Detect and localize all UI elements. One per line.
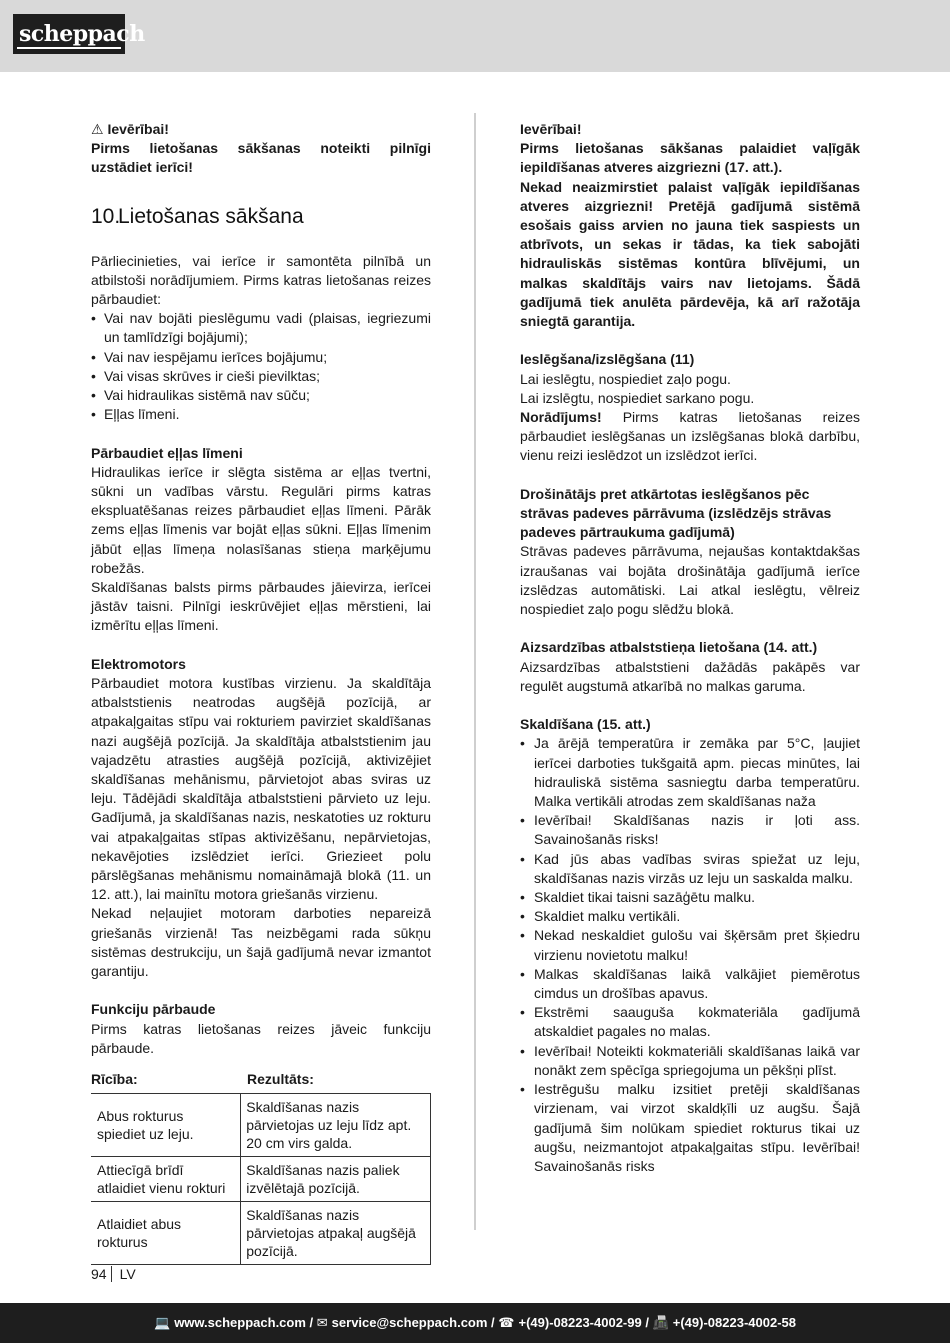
computer-icon: 💻 [154,1315,171,1330]
warning-body: Pirms lietošanas sākšanas noteikti pilnīgi uzstādiet ierīci! [91,140,431,176]
chapter-number: 10. [91,204,121,228]
table-cell-action: Abus rokturus spiediet uz leju. [91,1094,241,1157]
list-item: • Nekad neskaldiet gulošu vai šķērsām pret šķiedru virzienu novietotu malku! [520,926,860,964]
header-band [0,0,950,72]
switch-off-text: Lai izslēgtu, nospiediet sarkano pogu. [520,389,755,406]
list-item: • Vai nav iespējamu ierīces bojājumu; [91,348,431,367]
chapter-title: Lietošanas sākšana [118,204,304,228]
scheppach-logo: scheppach [13,14,125,54]
mail-icon: ✉ [316,1315,328,1330]
restart-protection-paragraph: Strāvas padeves pārrāvuma, nejaušas kontaktdakšas izraušanas vai bojāta drošinātāja gadījumā ierīce izslēdzas automātiski. Lai atkal ieslēgtu, vēlreiz nospiediet zaļo pogu slēdžu blokā. [520,543,860,618]
restart-protection-heading: Drošinātājs pret atkārtotas ieslēgšanos pēc strāvas padeves pārrāvuma (izslēdzējs strāvas padeves pārtraukuma gadījumā) [520,485,832,541]
attention-paragraph-1: Pirms lietošanas sākšanas palaidiet vaļīgāk iepildīšanas atveres aizgriezni (17. att.). [520,140,860,176]
list-item: • Ekstrēmi saauguša kokmateriāla gadījumā atskaldiet pagales no malas. [520,1003,860,1041]
attention-paragraph-2: Nekad neaizmirstiet palaist vaļīgāk iepildīšanas atveres aizgriezni! Pretējā gadījumā sistēmā esošais gaiss arvien no jauna tiek saspiests un atbrīvots, un sekas ir tādas, ka tiek sabojāti hidrauliskās sistēmas kontūra blīvējumi, un malkas skaldītājs vairs nav lietojams. Šādā gadījumā tiek anulēta pārdevēja, kā arī ražotāja sniegtā garantija. [520,178,860,330]
list-item: • Skaldiet tikai taisni sazāģētu malku. [520,888,860,907]
note-label: Norādījums! [520,409,602,426]
table-row [91,1094,431,1157]
footer-email[interactable]: service@scheppach.com [331,1315,488,1330]
list-item: • Skaldiet malku vertikāli. [520,907,860,926]
table-row [91,1157,431,1202]
splitting-heading: Skaldīšana (15. att.) [520,716,651,733]
function-check-paragraph: Pirms katras lietošanas reizes jāveic funkciju pārbaude. [91,1020,431,1056]
oil-paragraph-1: Hidraulikas ierīce ir slēgta sistēma ar eļļas tvertni, sūkni un vadības vārstu. Regulāri pirms katras ekspluatēšanas reizes pārbaudiet eļļas līmeni. Pārāk zems eļļas līmenis var bojāt eļļas sūkni. Eļļas līmenim jābūt eļļas līmeņa nolasīšanas stieņa marķējumu robežās. [91,463,431,576]
list-item: • Kad jūs abas vadības sviras spiežat uz leju, skaldīšanas nazis virzās uz leju un saskalda malku. [520,850,860,888]
page-number: 94 LV [91,1266,136,1282]
switch-on-text: Lai ieslēgtu, nospiediet zaļo pogu. [520,370,731,387]
table-row [91,1202,431,1265]
warning-title: ⚠ Ievērībai! [91,121,169,137]
fax-icon: 📠 [652,1315,669,1330]
list-item: • Vai visas skrūves ir cieši pievilktas; [91,367,431,386]
guard-support-paragraph: Aizsardzības atbalststieni dažādās pakāpēs var regulēt augstumā atkarībā no malkas garuma. [520,658,860,694]
note-text: Pirms katras lietošanas reizes pārbaudiet ieslēgšanas un izslēgšanas blokā darbību, vienu reizi ieslēdzot un izslēdzot ierīci. [520,409,860,464]
list-item: • Vai hidraulikas sistēmā nav sūču; [91,386,431,405]
footer-bar: 💻 www.scheppach.com / ✉ service@scheppach.com / ☎ +(49)-08223-4002-99 / 📠 +(49)-08223-4002-58 [0,1303,950,1343]
footer-fax: +(49)-08223-4002-58 [672,1315,796,1330]
table-head-action: Rīcība: [91,1071,138,1088]
splitting-list [520,734,860,1176]
list-item: • Ievērībai! Skaldīšanas nazis ir ļoti ass. Savainošanās risks! [520,811,860,849]
switch-heading: Ieslēgšana/izslēgšana (11) [520,351,695,368]
table-cell-result: Skaldīšanas nazis pārvietojas atpakaļ augšējā pozīcijā. [241,1202,431,1265]
function-check-table [91,1093,431,1265]
function-check-heading: Funkciju pārbaude [91,1001,216,1018]
motor-heading: Elektromotors [91,655,186,672]
warning-triangle-icon: ⚠ [91,121,104,137]
table-cell-result: Skaldīšanas nazis pārvietojas uz leju līdz apt. 20 cm virs galda. [241,1094,431,1157]
table-header [91,1070,431,1089]
list-item: • Eļļas līmeni. [91,405,431,424]
list-item: • Malkas skaldīšanas laikā valkājiet piemērotus cimdus un drošības apavus. [520,965,860,1003]
column-divider [474,113,476,1230]
phone-icon: ☎ [498,1315,515,1330]
left-column [91,120,431,1265]
page-language: LV [119,1266,136,1282]
attention-title: Ievērībai! [520,121,582,137]
table-cell-result: Skaldīšanas nazis paliek izvēlētajā pozīcijā. [241,1157,431,1202]
table-head-result: Rezultāts: [247,1071,314,1088]
oil-heading: Pārbaudiet eļļas līmeni [91,444,243,461]
note-paragraph [520,408,860,466]
guard-support-heading: Aizsardzības atbalststieņa lietošana (14. att.) [520,639,818,656]
list-item: • Vai nav bojāti pieslēgumu vadi (plaisas, iegriezumi un tamlīdzīgi bojājumi); [91,309,431,347]
intro-paragraph: Pārliecinieties, vai ierīce ir samontēta pilnībā un atbilstoši norādījumiem. Pirms katras lietošanas reizes pārbaudiet: [91,252,431,308]
oil-paragraph-2: Skaldīšanas balsts pirms pārbaudes jāievirza, ierīcei jāstāv taisni. Pilnīgi ieskrūvējiet eļļas mērstieni, lai izmērītu eļļas līmeni. [91,579,431,634]
motor-paragraph-1: Pārbaudiet motora kustības virzienu. Ja skaldītāja atbalststienis neatrodas augšējā pozīcijā, ar atpakaļgaitas stīpu vai rokturiem pavirziet skaldīšanas nazi augšējā pozīcijā. Ja skaldītāja atbalststienim jau vajadzētu atrasties augšējā pozīcijā, aktivizējiet skaldīšanas mehānismu, pārvietojot abas sviras uz leju. Tādējādi skaldītāja atbalststieni pārvieto uz leju. Gadījumā, ja skaldīšanas nazis, neskatoties uz rokturu vai atpakaļgaitas stīpas aktivizēšanu, nepārvietojas, nekavējoties izslēdziet ierīci. Griezieet polu pārslēgšanas mehānismu nomaināmajā blokā (11. un 12. att.), lai mainītu motora griešanās virzienu. [91,675,431,903]
motor-paragraph-2: Nekad neļaujiet motoram darboties nepareizā griešanās virzienā! Tas neizbēgami rada sūkņu sistēmas destrukciju, un šajā gadījumā nevar izmantot garantiju. [91,905,431,980]
chapter-heading [91,204,431,230]
table-cell-action: Attiecīgā brīdī atlaidiet vienu rokturi [91,1157,241,1202]
footer-website[interactable]: www.scheppach.com [174,1315,306,1330]
table-cell-action: Atlaidiet abus rokturus [91,1202,241,1265]
checklist [91,309,431,424]
footer-phone[interactable]: +(49)-08223-4002-99 [518,1315,642,1330]
list-item: • Ievērībai! Noteikti kokmateriāli skaldīšanas laikā var nonākt zem spēcīga spriegojuma un pēkšņi plīst. [520,1042,860,1080]
right-column [520,120,860,1176]
list-item: • Iestrēgušu malku izsitiet pretēji skaldīšanas virzienam, vai virzot skaldķīli uz augšu. Šajā gadījumā šim nolūkam spiediet rokturus tikai uz augšu, neizmantojot atpakaļgaitas stīpu. Ievērībai! Savainošanās risks [520,1080,860,1176]
list-item: • Ja ārējā temperatūra ir zemāka par 5°C, ļaujiet ierīcei darboties tukšgaitā apm. piecas minūtes, lai hidrauliskā sistēma sasniegtu darba temperatūru. Malka vertikāli atrodas zem skaldīšanas naža [520,734,860,811]
